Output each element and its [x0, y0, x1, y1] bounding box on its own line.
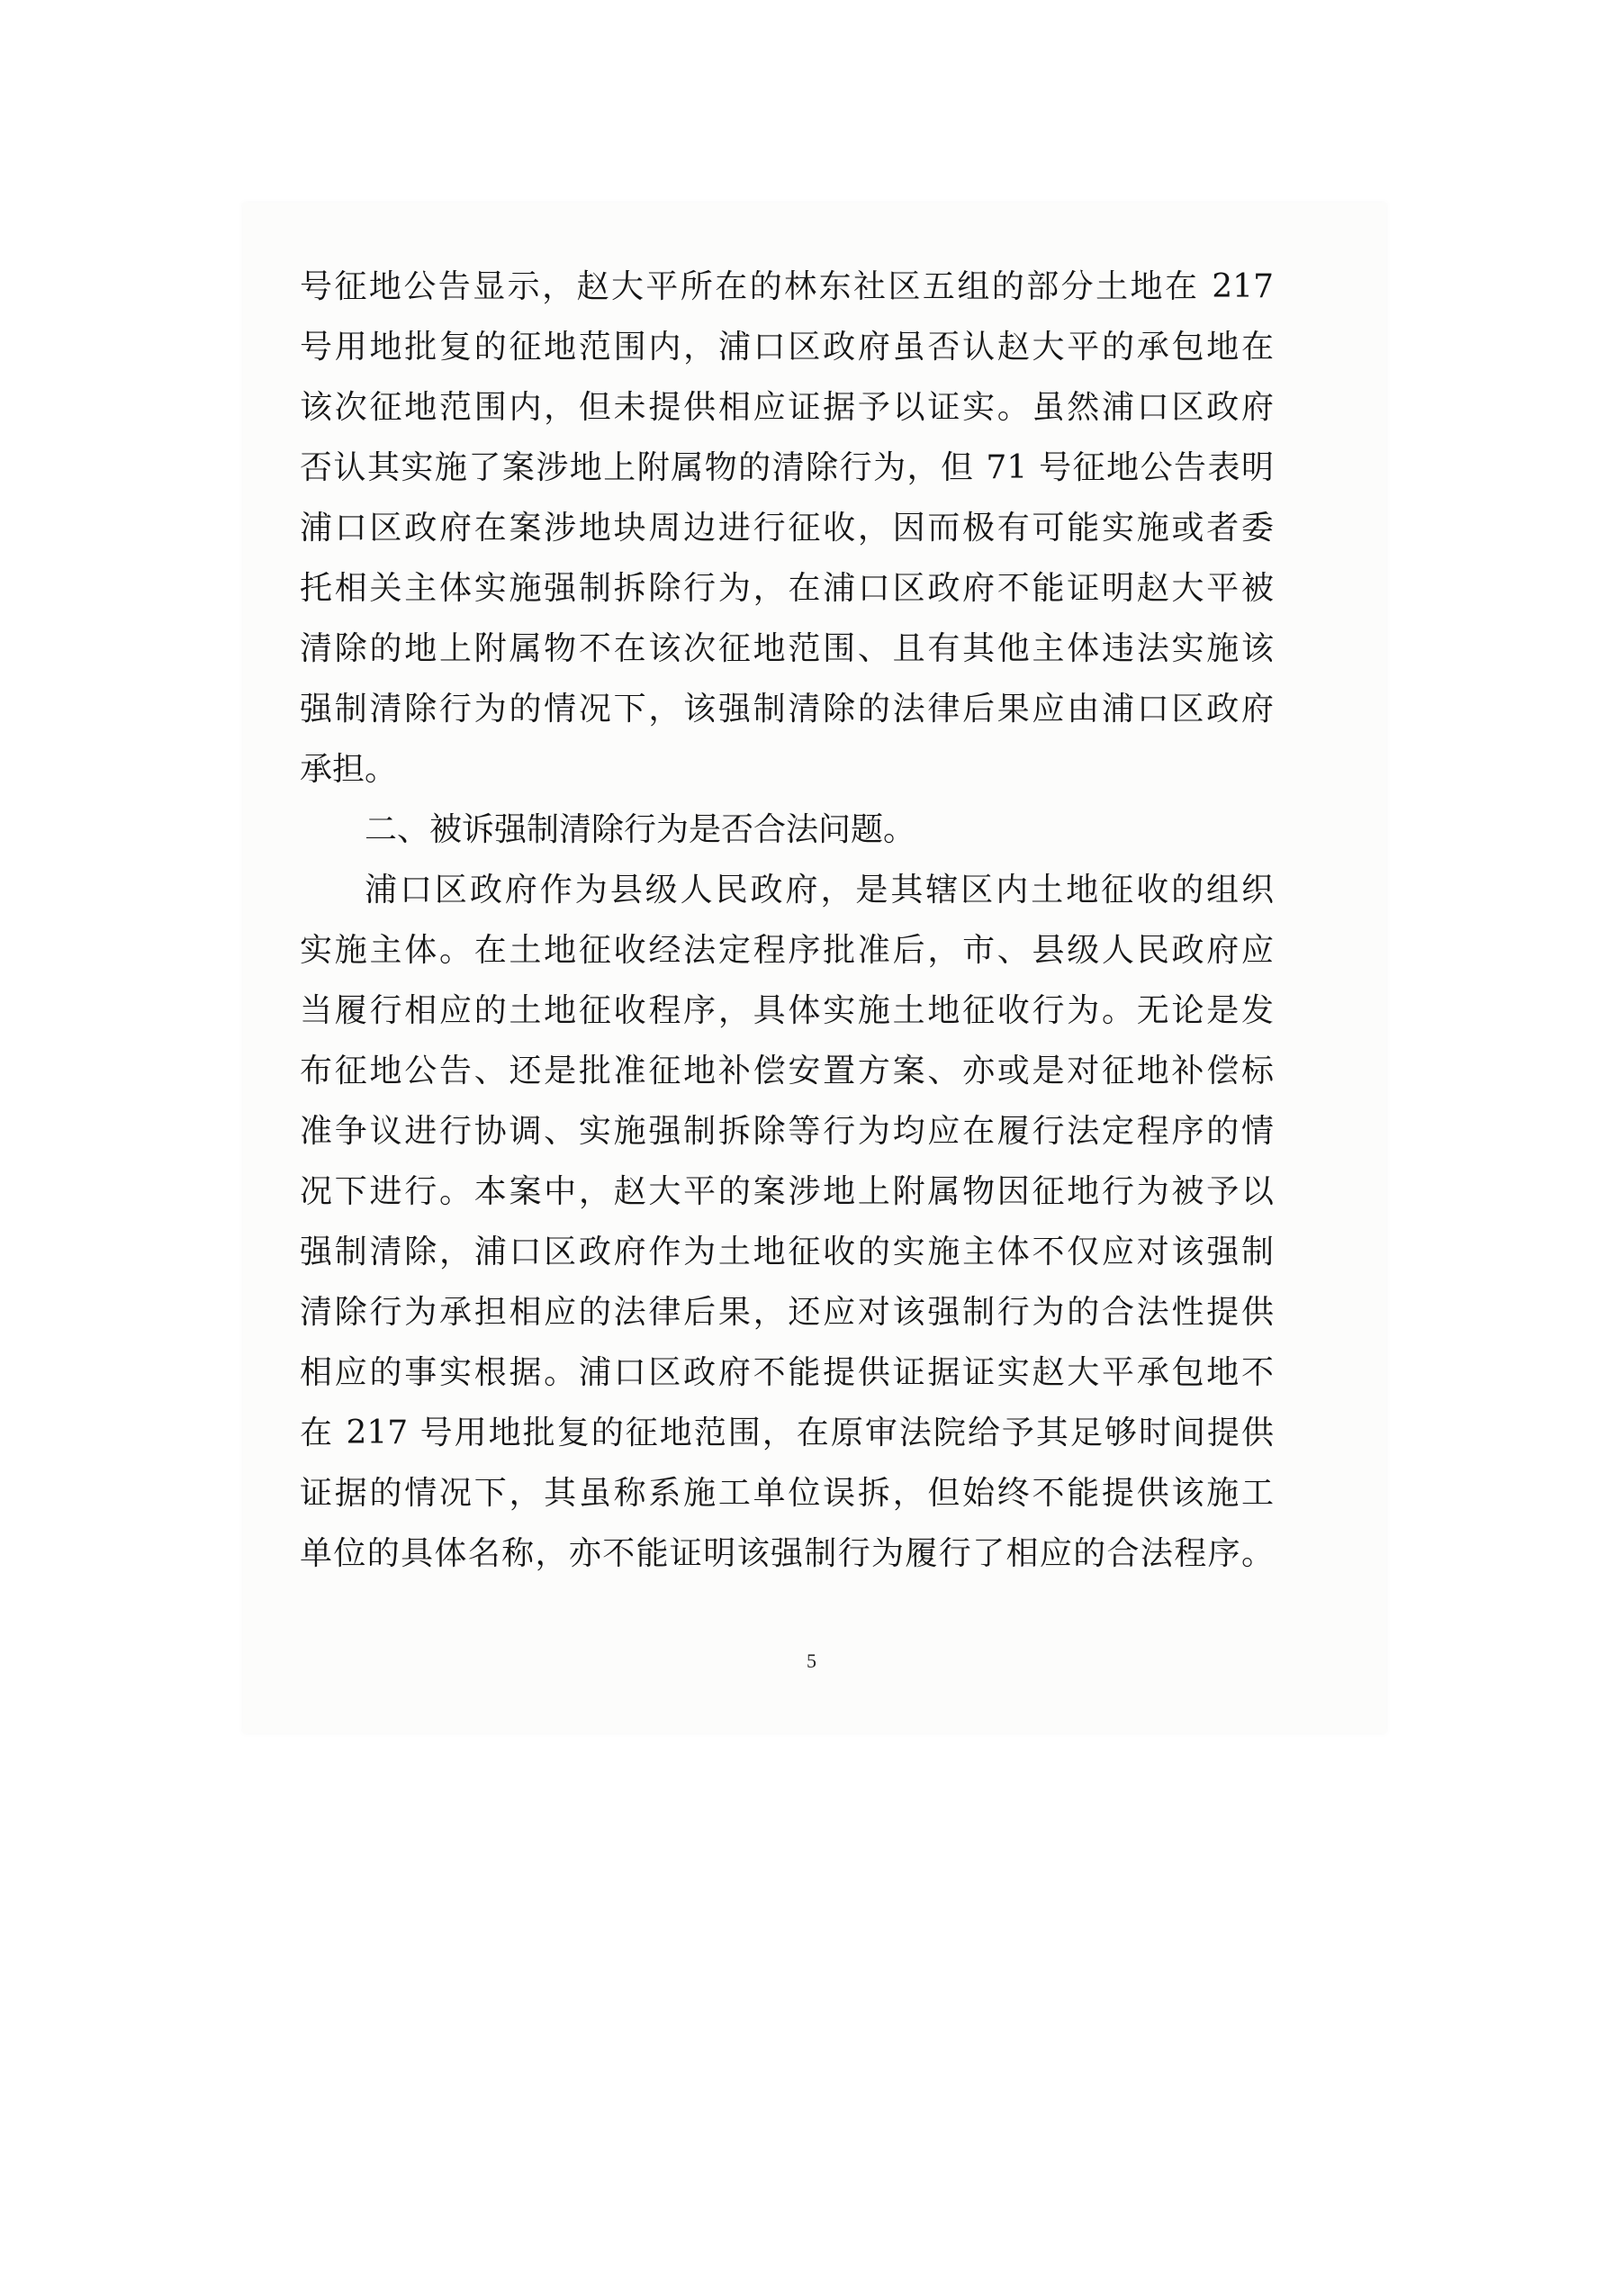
- text-line: 在 217 号用地批复的征地范围，在原审法院给予其足够时间提供: [300, 1415, 1274, 1451]
- text-line: 布征地公告、还是批准征地补偿安置方案、亦或是对征地补偿标: [300, 1053, 1274, 1089]
- text-line: 该次征地范围内，但未提供相应证据予以证实。虽然浦口区政府: [300, 389, 1274, 426]
- text-line: 相应的事实根据。浦口区政府不能提供证据证实赵大平承包地不: [300, 1354, 1274, 1391]
- text-line: 单位的具体名称，亦不能证明该强制行为履行了相应的合法程序。: [300, 1535, 1274, 1572]
- text-line: 清除行为承担相应的法律后果，还应对该强制行为的合法性提供: [300, 1294, 1274, 1331]
- text-line: 实施主体。在土地征收经法定程序批准后，市、县级人民政府应: [300, 932, 1274, 969]
- section-heading: 二、被诉强制清除行为是否合法问题。: [365, 811, 916, 848]
- text-line: 准争议进行协调、实施强制拆除等行为均应在履行法定程序的情: [300, 1113, 1274, 1150]
- document-body: [300, 257, 1274, 1584]
- text-line: 托相关主体实施强制拆除行为，在浦口区政府不能证明赵大平被: [300, 570, 1274, 607]
- text-line: 况下进行。本案中，赵大平的案涉地上附属物因征地行为被予以: [300, 1173, 1274, 1210]
- page-number: 5: [807, 1650, 816, 1672]
- text-line: 浦口区政府在案涉地块周边进行征收，因而极有可能实施或者委: [300, 510, 1274, 547]
- text-line: 浦口区政府作为县级人民政府，是其辖区内土地征收的组织: [365, 872, 1274, 908]
- text-line: 号用地批复的征地范围内，浦口区政府虽否认赵大平的承包地在: [300, 329, 1274, 366]
- text-line: 承担。: [300, 751, 398, 788]
- text-line: 证据的情况下，其虽称系施工单位误拆，但始终不能提供该施工: [300, 1475, 1274, 1512]
- text-line: 清除的地上附属物不在该次征地范围、且有其他主体违法实施该: [300, 630, 1274, 667]
- text-line: 强制清除，浦口区政府作为土地征收的实施主体不仅应对该强制: [300, 1234, 1274, 1270]
- text-line: 强制清除行为的情况下，该强制清除的法律后果应由浦口区政府: [300, 691, 1274, 728]
- text-line: 号征地公告显示，赵大平所在的林东社区五组的部分土地在 217: [300, 268, 1274, 305]
- text-line: 当履行相应的土地征收程序，具体实施土地征收行为。无论是发: [300, 992, 1274, 1029]
- text-line: 否认其实施了案涉地上附属物的清除行为，但 71 号征地公告表明: [300, 449, 1274, 486]
